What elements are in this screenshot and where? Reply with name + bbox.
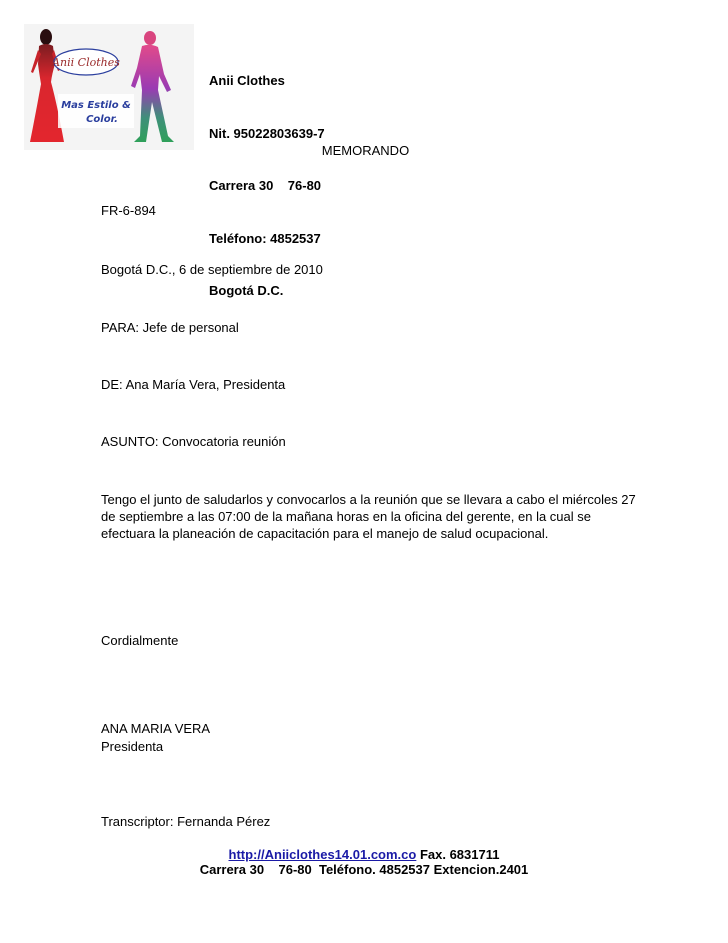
memo-title: MEMORANDO	[321, 143, 410, 158]
signer-title: Presidenta	[101, 739, 164, 754]
logo-slogan-line2: Color.	[86, 114, 118, 125]
signer-name: ANA MARIA VERA	[101, 721, 211, 736]
memo-date: Bogotá D.C., 6 de septiembre de 2010	[101, 262, 323, 277]
company-nit: Nit. 95022803639-7	[209, 125, 325, 141]
footer-address: Carrera 30 76-80 Teléfono. 4852537 Extencion.2401	[199, 862, 529, 877]
footer-fax: Fax. 6831711	[416, 847, 500, 862]
memo-closing: Cordialmente	[101, 633, 179, 648]
memo-to: PARA: Jefe de personal	[101, 320, 239, 335]
memo-title-row	[0, 143, 728, 158]
company-name: Anii Clothes	[209, 73, 285, 88]
logo-slogan-line1: Mas Estilo &	[61, 100, 131, 111]
transcriber-line: Transcriptor: Fernanda Pérez	[101, 814, 271, 829]
company-city: Bogotá D.C.	[209, 283, 284, 298]
memo-subject: ASUNTO: Convocatoria reunión	[101, 434, 286, 449]
company-phone: Teléfono: 4852537	[209, 230, 321, 246]
memo-code: FR-6-894	[101, 203, 156, 218]
memo-from: DE: Ana María Vera, Presidenta	[101, 377, 286, 392]
logo-graphic	[24, 24, 194, 150]
company-address: Carrera 30 76-80	[209, 178, 322, 193]
company-logo	[24, 24, 194, 150]
website-link[interactable]: http://Aniiclothes14.01.com.co	[228, 847, 417, 862]
memo-body: Tengo el junto de saludarlos y convocarlos a la reunión que se llevara a cabo el miércoles 27 de septiembre a las 07:00 de la mañana horas en la oficina del gerente, en la cual se efectuara la planeación de capacitación para el manejo de salud ocupacional.	[101, 492, 636, 541]
logo-brand-text: Anii Clothes	[52, 56, 120, 69]
footer-contact	[0, 847, 728, 862]
